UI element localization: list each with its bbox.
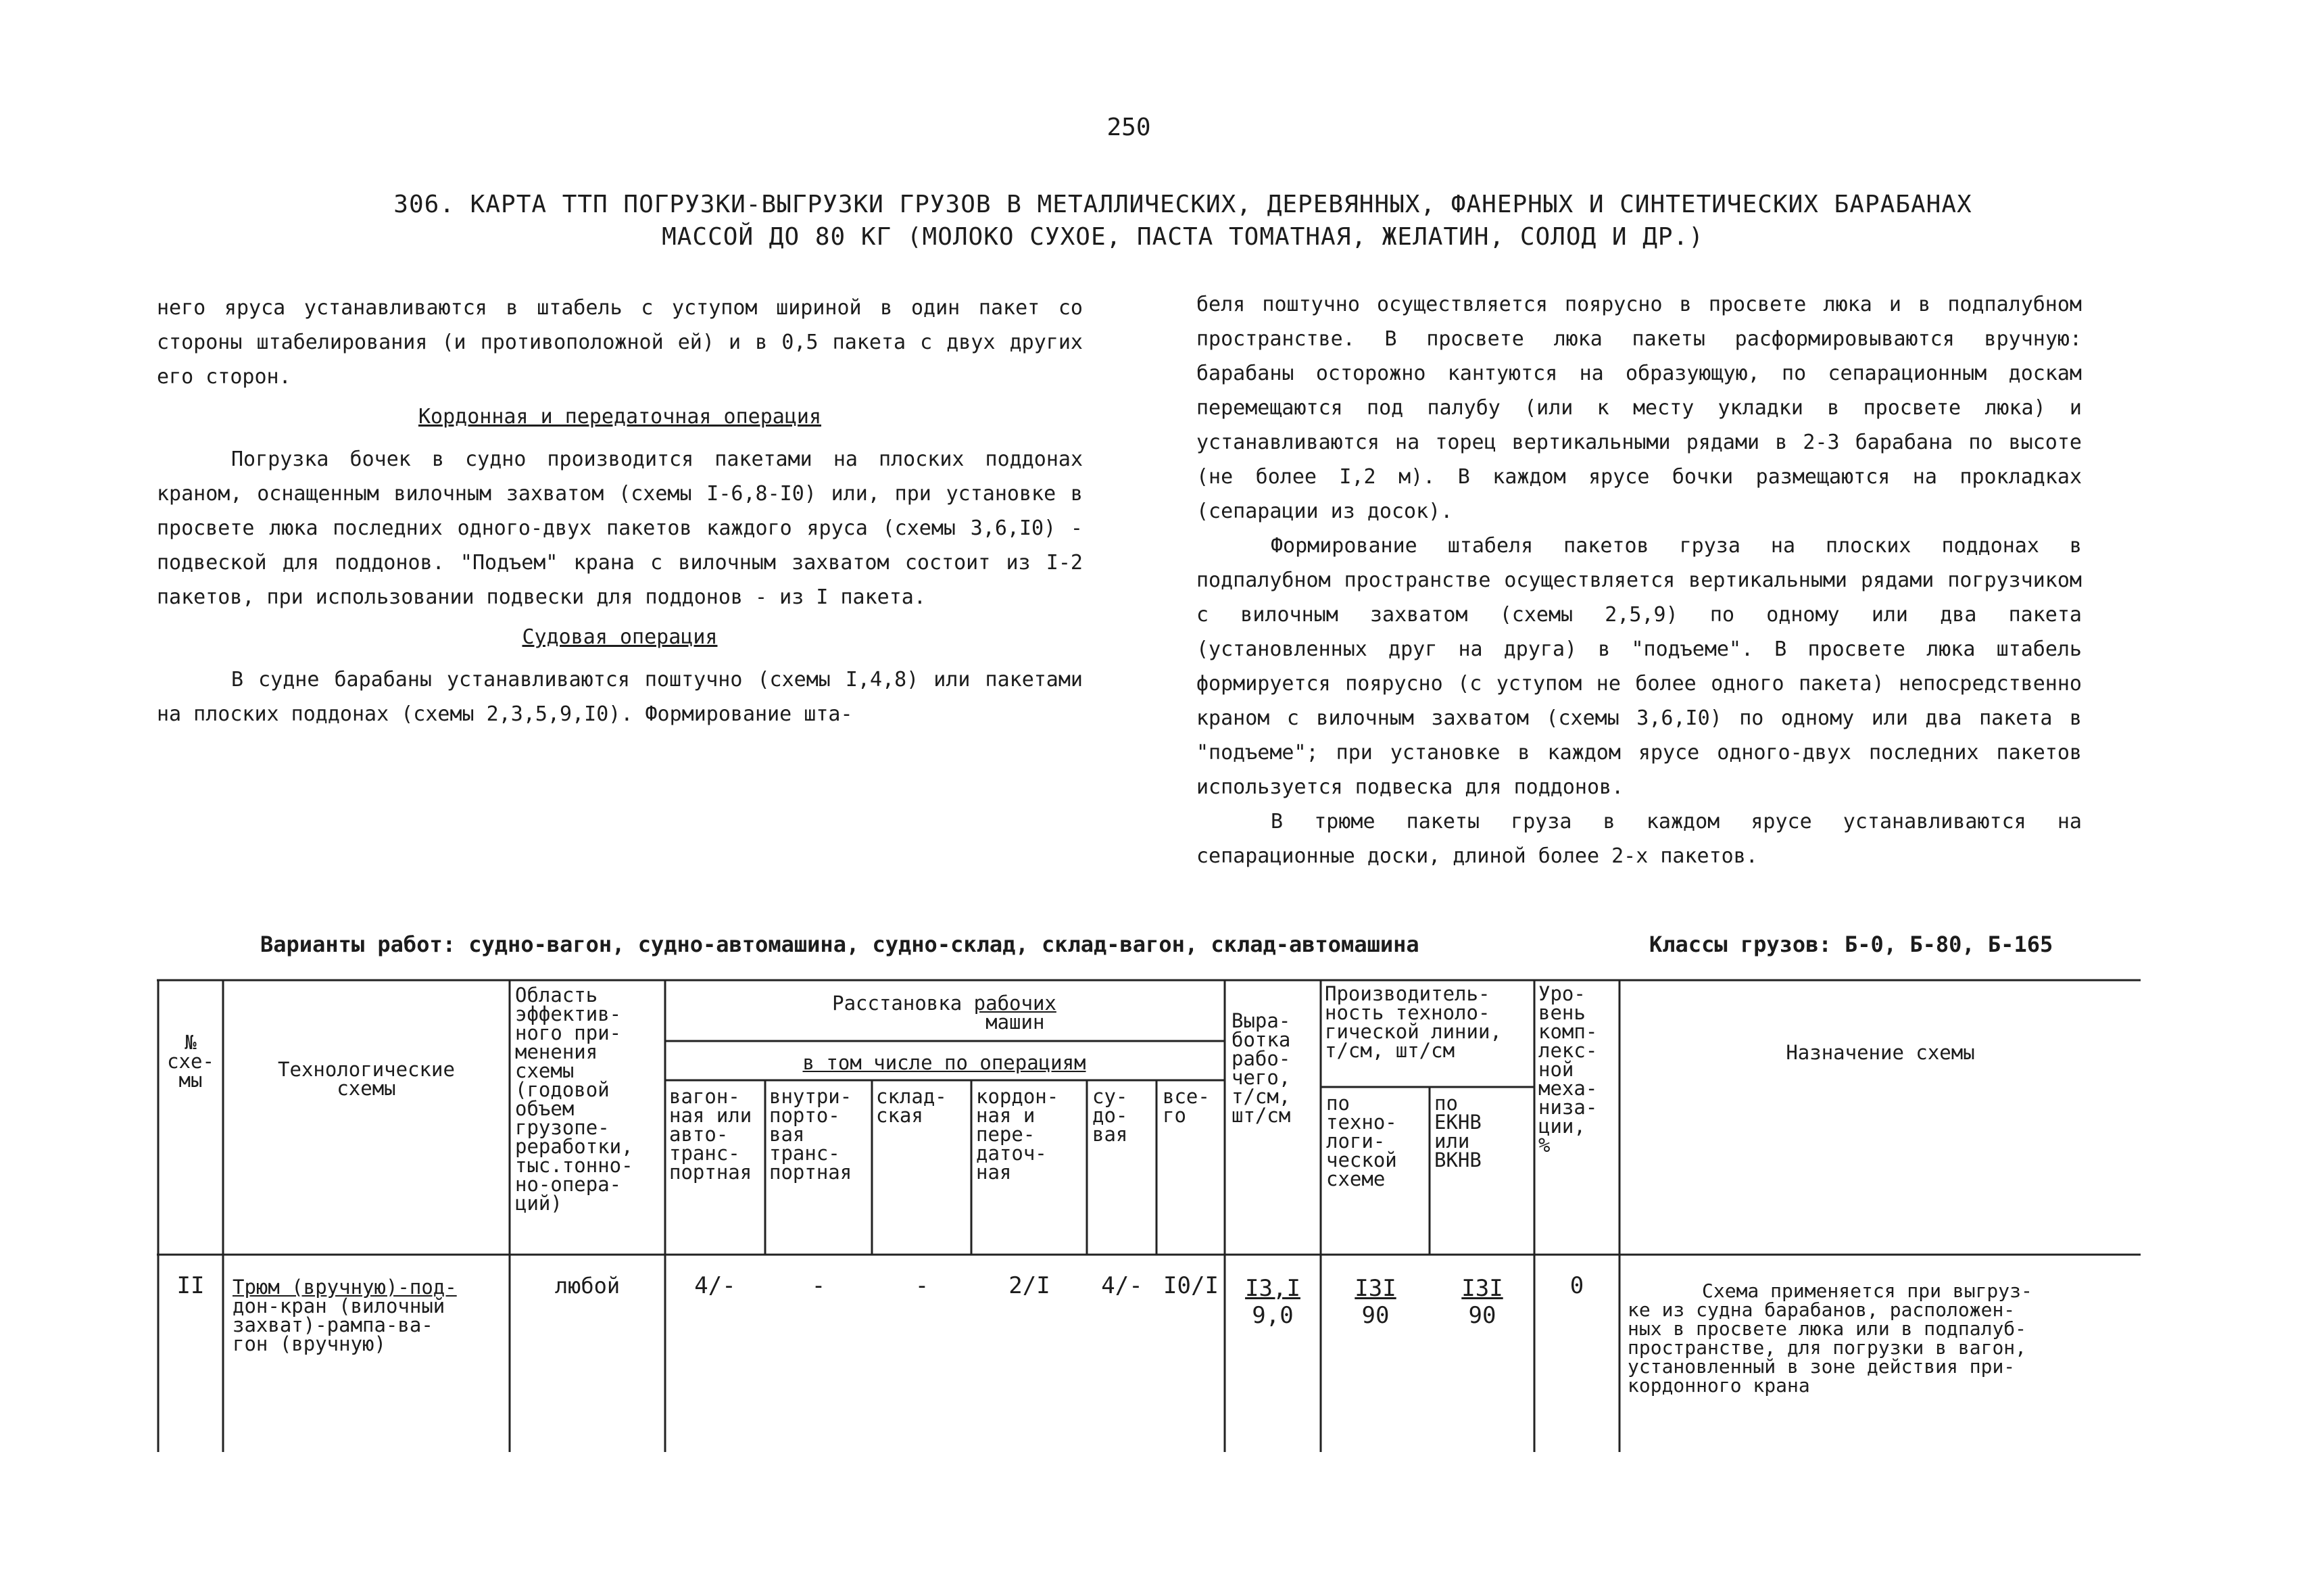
header-worker-placement: Расстановка рабочих машин <box>832 992 1056 1034</box>
row-scheme-purpose: Схема применяется при выгруз- ке из судна барабанов, расположен- ных в просвете люка или в подпалуб- пространстве, для погрузки в вагон, установленный в зоне действия при- кордонного крана <box>1628 1280 2032 1397</box>
header-op-ship: су- до- вая <box>1092 1085 1128 1146</box>
header-mechanization-level: Уро- вень комп- лекс- ной меха- низа- ции, % <box>1538 982 1598 1157</box>
left-paragraph-2: Погрузка бочек в судно производится пакетами на плоских поддонах краном, оснащенным вилочным захватом (схемы I-6,8-I0) или, при установке в просвете люка последних одного-двух пакетов каждого яруса (схемы 3,6,I0) - подвеской для поддонов. "Подъем" крана с вилочным захватом состоит из I-2 пакетов, при использовании подвески для поддонов - из I пакета. <box>157 448 1083 609</box>
row-op-wagon: 4/- <box>694 1272 736 1299</box>
header-by-operations: в том числе по операциям <box>802 1051 1086 1074</box>
row-application-area: любой <box>554 1273 620 1299</box>
header-op-cordon: кордон- ная и пере- даточ- ная <box>976 1085 1059 1184</box>
row-prod-by-scheme: $\frac{I3I}{90}$ <box>1355 1275 1396 1329</box>
left-paragraph-1: него яруса устанавливаются в штабель с уступом шириной в один пакет со стороны штабелирования (и противоположной ей) и в 0,5 пакета с двух других его сторон. <box>157 296 1083 389</box>
document-title-line-1: 306. КАРТА ТТП ПОГРУЗКИ-ВЫГРУЗКИ ГРУЗОВ В МЕТАЛЛИЧЕСКИХ, ДЕРЕВЯННЫХ, ФАНЕРНЫХ И СИНТЕТИЧЕСКИХ БАРАБАНАХ <box>393 191 1972 218</box>
row-op-warehouse: - <box>915 1272 929 1299</box>
header-op-warehouse: склад- ская <box>876 1085 947 1127</box>
header-prod-by-scheme: по техно- логи- ческой схеме <box>1326 1092 1397 1190</box>
cargo-classes-line: Классы грузов: Б-0, Б-80, Б-165 <box>1649 932 2053 957</box>
row-op-ship: 4/- <box>1101 1272 1143 1299</box>
right-text-column <box>1196 287 2082 873</box>
work-variants-line: Варианты работ: судно-вагон, судно-автомашина, судно-склад, склад-вагон, склад-автомашина <box>260 932 1419 957</box>
page-number: 250 <box>1106 114 1151 141</box>
row-op-cordon: 2/I <box>1008 1272 1050 1299</box>
technology-scheme-table <box>157 979 2141 1459</box>
header-technological-schemes: Технологические схемы <box>278 1058 455 1100</box>
header-application-area: Область эффектив- ного при- менения схемы (годовой объем грузопе- реработки, тыс.тонно- но-опера- ций) <box>515 984 633 1215</box>
header-scheme-number: № схе- мы <box>167 1031 214 1092</box>
header-worker-output: Выра- ботка рабо- чего, т/см, шт/см <box>1232 1009 1291 1127</box>
header-op-wagon: вагон- ная или авто- транс- портная <box>669 1085 752 1184</box>
right-paragraph-1: беля поштучно осуществляется поярусно в просвете люка и в подпалубном пространстве. В просвете люка пакеты расформировываются вручную: барабаны осторожно кантуются на образующую, по сепарационным доскам перемещаются под палубу (или к месту укладки в просвете люка) и устанавливаются на торец вертикальными рядами в 2-3 барабана по высоте (не более I,2 м). В каждом ярусе бочки размещаются на прокладках (сепарации из досок). <box>1196 293 2082 523</box>
left-text-column <box>157 291 1083 731</box>
left-paragraph-3: В судне барабаны устанавливаются поштучно (схемы I,4,8) или пакетами на плоских поддонах (схемы 2,3,5,9,I0). Формирование шта- <box>157 668 1083 726</box>
row-worker-output: $\frac{I3,I}{9,0}$ <box>1245 1275 1300 1329</box>
document-title-line-2: МАССОЙ ДО 80 КГ (МОЛОКО СУХОЕ, ПАСТА ТОМАТНАЯ, ЖЕЛАТИН, СОЛОД И ДР.) <box>662 223 1704 251</box>
right-paragraph-3: В трюме пакеты груза в каждом ярусе устанавливаются на сепарационные доски, длиной более 2-х пакетов. <box>1196 810 2082 868</box>
section-heading-cordon-operation: Кордонная и передаточная операция <box>418 405 822 429</box>
row-scheme-number: II <box>176 1272 205 1299</box>
section-heading-ship-operation: Судовая операция <box>522 625 718 649</box>
right-paragraph-2: Формирование штабеля пакетов груза на плоских поддонах в подпалубном пространстве осуществляется вертикальными рядами погрузчиком с вилочным захватом (схемы 2,5,9) по одному или два пакета (установленных друг на друга) в "подъеме". В просвете люка штабель формируется поярусно (с уступом не более одного пакета) непосредственно краном с вилочным захватом (схемы 3,6,I0) по одному или два пакета в "подъеме"; при установке в каждом ярусе одного-двух последних пакетов используется подвеска для поддонов. <box>1196 534 2082 799</box>
header-scheme-purpose: Назначение схемы <box>1786 1041 1975 1064</box>
row-op-internal: - <box>811 1272 826 1299</box>
header-prod-by-ekhnv: по ЕКНВ или ВКНВ <box>1434 1092 1482 1171</box>
header-op-total: все- го <box>1163 1085 1210 1127</box>
header-line-productivity: Производитель- ность техноло- гической линии, т/см, шт/см <box>1325 982 1502 1062</box>
row-mechanization-level: 0 <box>1569 1272 1584 1299</box>
row-scheme-description: Трюм (вручную)-под- дон-кран (вилочный захват)-рампа-ва- гон (вручную) <box>233 1276 457 1355</box>
row-prod-by-ekhnv: $\frac{I3I}{90}$ <box>1461 1275 1503 1329</box>
header-op-internal-port: внутри- порто- вая транс- портная <box>769 1085 852 1184</box>
row-op-total: I0/I <box>1163 1272 1219 1299</box>
